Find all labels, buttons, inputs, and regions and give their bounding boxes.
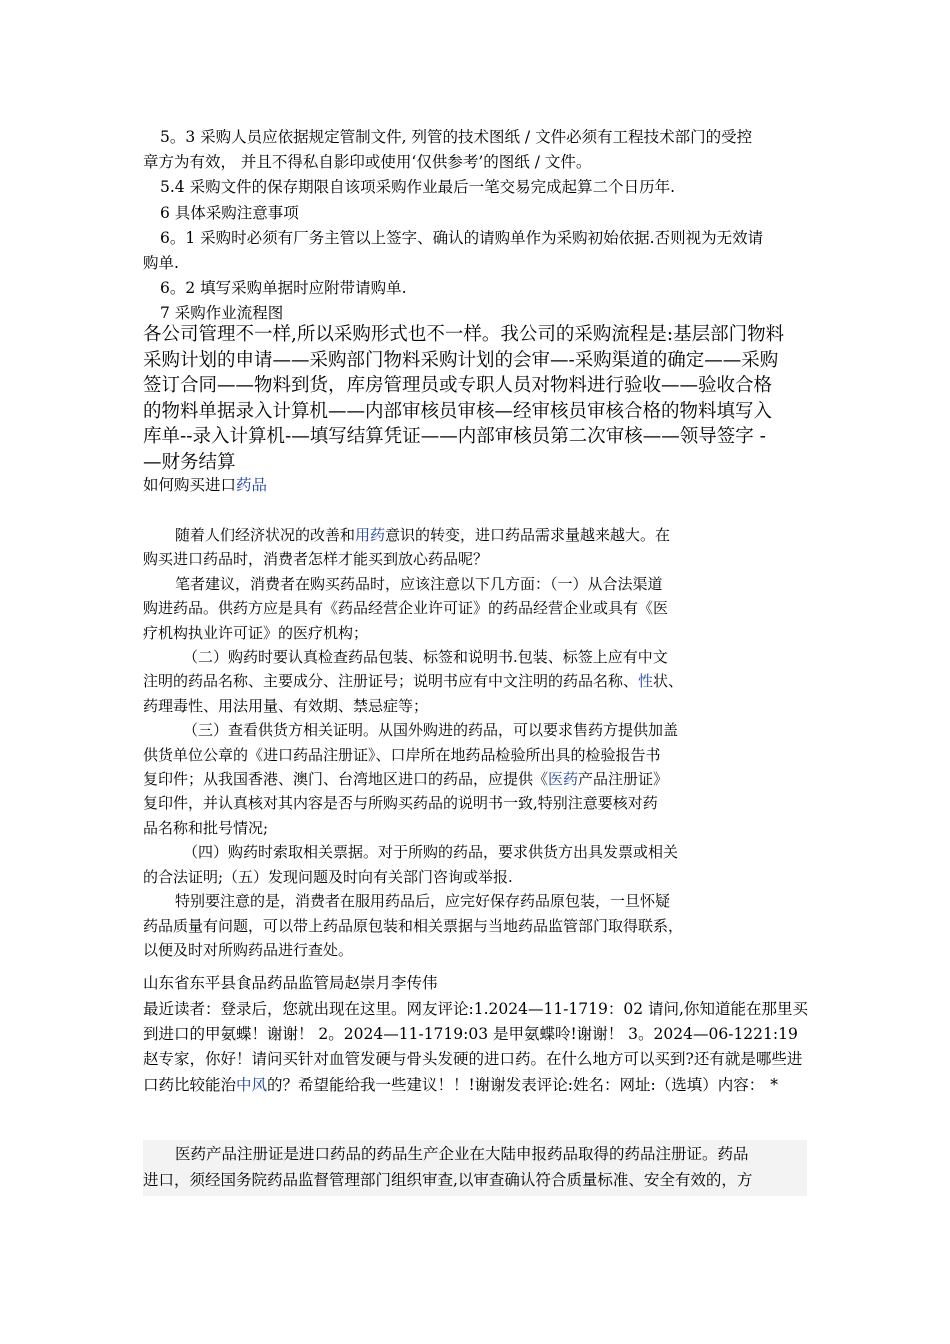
box-line: 进口，须经国务院药品监督管理部门组织审查,以审查确认符合质量标准、安全有效的，方	[143, 1170, 753, 1189]
text-span: 随着人们经济状况的改善和	[175, 526, 356, 544]
comments-section	[143, 997, 811, 1098]
flow-line: 库单--录入计算机-—填写结算凭证——内部审核员第二次审核——领导签字 -	[143, 426, 766, 448]
article-heading-text: 如何购买进口	[143, 476, 237, 494]
article-para	[143, 767, 743, 791]
article-line: 购进药品。供药方应是具有《药品经营企业许可证》的药品经营企业或具有《医	[143, 599, 669, 618]
article-line: 以便及时对所购药品进行查处。	[143, 940, 354, 959]
article-line: 药品质量有问题，可以带上药品原包装和相关票据与当地药品监管部门取得联系，	[143, 916, 684, 935]
property-link[interactable]: 性	[638, 672, 654, 691]
para-6-1-line2: 购单.	[143, 254, 179, 273]
medication-link[interactable]: 用药	[355, 526, 386, 544]
para-5-4: 5.4 采购文件的保存期限自该项采购作业最后一笔交易完成起算二个日历年.	[160, 178, 676, 197]
article-para	[143, 669, 743, 693]
article-body	[143, 523, 743, 962]
para-6-2: 6。2 填写采购单据时应附带请购单.	[160, 279, 407, 298]
flow-line: 采购计划的申请——采购部门物料采购计划的会审—-采购渠道的确定——采购	[143, 349, 779, 371]
article-line: 疗机构执业许可证》的医疗机构；	[143, 623, 369, 642]
text-span: 产品注册证》	[578, 770, 669, 789]
para-5-3-line1: 5。3 采购人员应依据规定管制文件, 列管的技术图纸 / 文件必须有工程技术部门的受控	[160, 128, 753, 146]
procurement-flow-text	[143, 322, 808, 476]
heading-7: 7 采购作业流程图	[160, 304, 284, 323]
article-line: 笔者建议，消费者在购买药品时，应该注意以下几方面：（一）从合法渠道	[175, 574, 663, 593]
article-line: 的合法证明;（五）发现问题及时向有关部门咨询或举报.	[143, 867, 513, 886]
author-line: 山东省东平县食品药品监管局赵崇月李传伟	[143, 974, 438, 992]
article-line: （三）查看供货方相关证明。从国外购进的药品，可以要求售药方提供加盖	[183, 721, 679, 740]
article-line: 药理毒性、用法用量、有效期、禁忌症等；	[143, 696, 429, 715]
text-span: 复印件；从我国香港、澳门、台湾地区进口的药品，应提供《	[143, 770, 549, 789]
comments-text: 的？希望能给我一些建议！！!谢谢发表评论:姓名：网址:（选填）内容：	[267, 1075, 765, 1094]
article-line: 供货单位公章的《进口药品注册证》、口岸所在地药品检验所出具的检验报告书	[143, 745, 661, 764]
drug-link[interactable]: 药品	[236, 476, 268, 494]
registration-note-box	[143, 1140, 807, 1196]
flow-line: 的物料单据录入计算机——内部审核员审核—经审核员审核合格的物料填写入	[143, 400, 773, 422]
text-span: 状、	[653, 672, 684, 691]
heading-6: 6 具体采购注意事项	[160, 203, 299, 222]
article-heading	[143, 474, 267, 496]
text-span: 注明的药品名称、主要成分、注册证号；说明书应有中文注明的药品名称、	[143, 672, 639, 691]
comments-text: 最近读者：登录后，您就出现在这里。网友评论:1.2024—11-1719：02 请问,你知道能在那里买到进口的甲氨蝶！谢谢！ 2。2024—11-1719:03 是甲氨蝶呤!谢谢！ 3。2024—06-1221:19 赵专家，你好！请问买针对血管发硬与骨头发硬的进口药。在什么地方可以买到?还有就是哪些进口药比较能治	[143, 1000, 808, 1094]
pharma-link[interactable]: 医药	[548, 770, 579, 789]
flow-line: 各公司管理不一样,所以采购形式也不一样。我公司的采购流程是:基层部门物料	[143, 324, 785, 345]
article-line: 购买进口药品时，消费者怎样才能买到放心药品呢？	[143, 550, 489, 569]
stroke-link[interactable]: 中风	[236, 1075, 268, 1094]
article-para	[143, 523, 743, 547]
flow-line: 签订合同——物料到货，库房管理员或专职人员对物料进行验收——验收合格	[143, 375, 773, 397]
procurement-section	[143, 125, 811, 327]
article-line: 品名称和批号情况;	[143, 818, 269, 837]
article-line: （四）购药时索取相关票据。对于所购的药品，要求供货方出具发票或相关	[183, 843, 679, 862]
asterisk: *	[770, 1075, 778, 1094]
box-line: 医药产品注册证是进口药品的药品生产企业在大陆申报药品取得的药品注册证。药品	[175, 1145, 749, 1163]
text-span: 意识的转变，进口药品需求量越来越大。在	[385, 526, 671, 544]
para-5-3-line2: 章方为有效， 并且不得私自影印或使用‘仅供参考’的图纸 / 文件。	[143, 153, 592, 172]
para-6-1-line1: 6。1 采购时必须有厂务主管以上签字、确认的请购单作为采购初始依据.否则视为无效请	[160, 228, 764, 247]
article-line: 复印件，并认真核对其内容是否与所购买药品的说明书一致,特别注意要核对药	[143, 794, 658, 813]
article-line: （二）购药时要认真检查药品包装、标签和说明书.包装、标签上应有中文	[183, 648, 668, 667]
article-line: 特别要注意的是，消费者在服用药品后，应完好保存药品原包装，一旦怀疑	[175, 892, 671, 911]
flow-line: —财务结算	[143, 451, 236, 473]
